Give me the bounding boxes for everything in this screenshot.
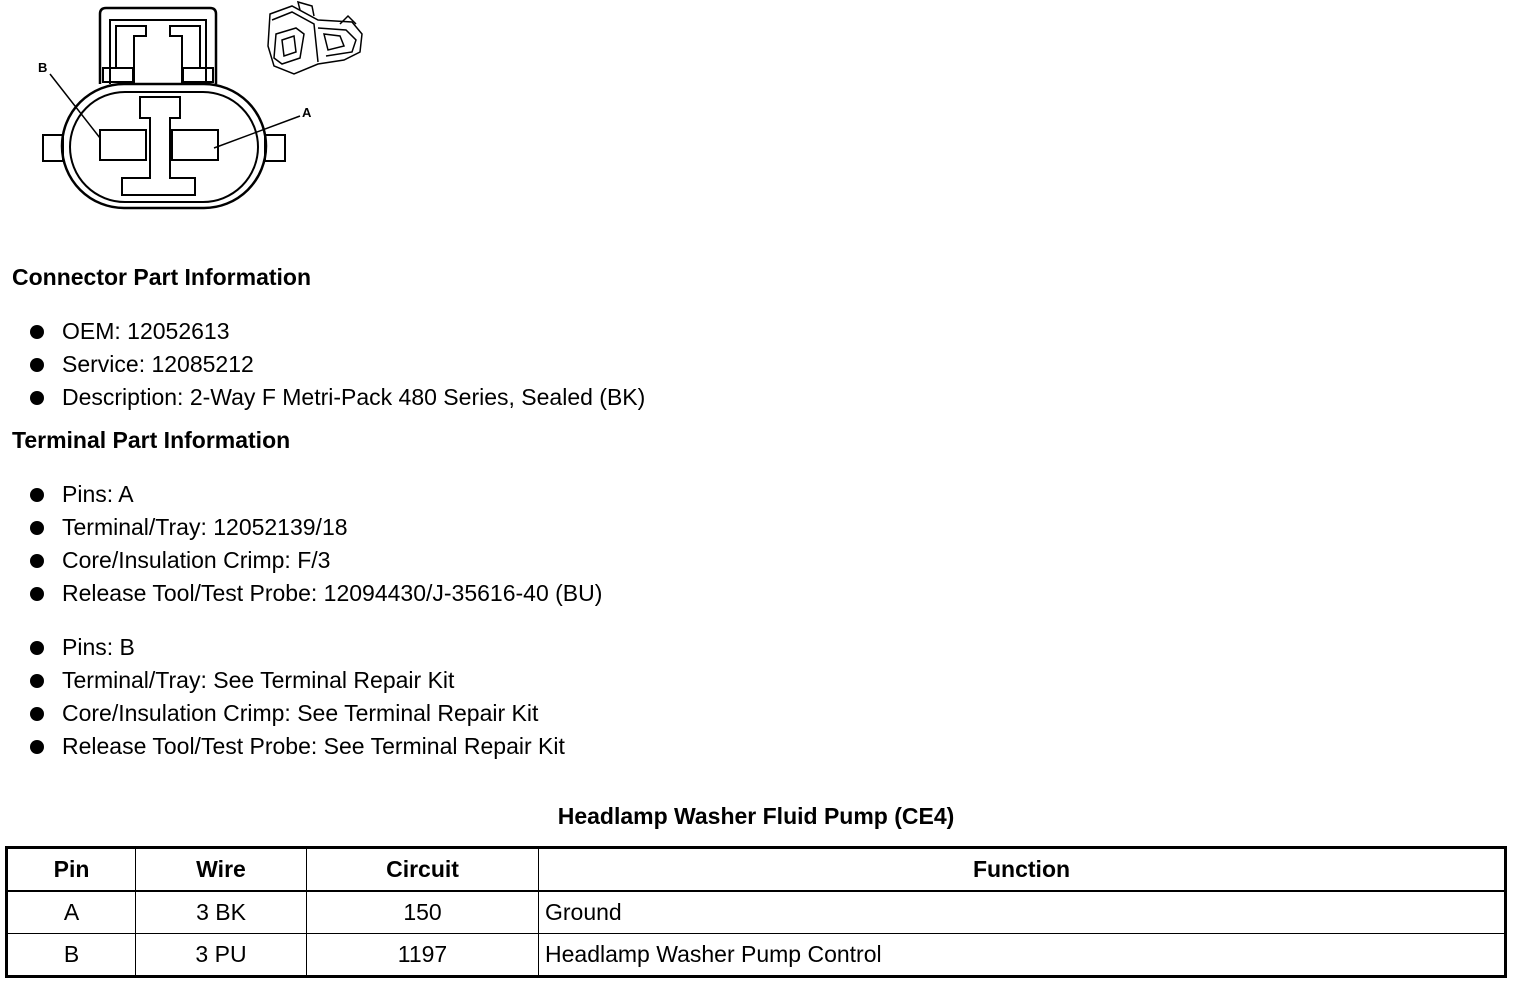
bullet-icon — [30, 358, 44, 372]
terminal-pin-a-list — [26, 478, 602, 610]
list-item: Description: 2-Way F Metri-Pack 480 Series, Sealed (BK) — [26, 381, 645, 414]
terminal-pin-b-list — [26, 631, 565, 763]
cell-wire: 3 BK — [136, 891, 307, 934]
table-header-row — [7, 848, 1506, 892]
bullet-icon — [30, 554, 44, 568]
cell-function: Headlamp Washer Pump Control — [539, 934, 1506, 977]
bullet-icon — [30, 674, 44, 688]
bullet-icon — [30, 641, 44, 655]
cell-pin: B — [7, 934, 136, 977]
pin-table-title: Headlamp Washer Fluid Pump (CE4) — [557, 803, 955, 829]
list-item: Terminal/Tray: See Terminal Repair Kit — [26, 664, 565, 697]
bullet-icon — [30, 587, 44, 601]
cell-circuit: 1197 — [307, 934, 539, 977]
connector-face-illustration — [0, 0, 380, 225]
connector-part-info-heading: Connector Part Information — [12, 264, 312, 290]
cell-pin: A — [7, 891, 136, 934]
column-header-function: Function — [539, 848, 1506, 892]
list-item: OEM: 12052613 — [26, 315, 645, 348]
bullet-icon — [30, 391, 44, 405]
table-row — [7, 934, 1506, 977]
connector-diagram — [0, 0, 380, 225]
pin-table — [5, 846, 1507, 978]
list-item: Core/Insulation Crimp: See Terminal Repair Kit — [26, 697, 565, 730]
list-item: Service: 12085212 — [26, 348, 645, 381]
pin-b-label: B — [38, 60, 48, 75]
list-item: Terminal/Tray: 12052139/18 — [26, 511, 602, 544]
cell-function: Ground — [539, 891, 1506, 934]
bullet-icon — [30, 707, 44, 721]
bullet-icon — [30, 325, 44, 339]
connector-part-info-list — [26, 315, 645, 414]
bullet-icon — [30, 740, 44, 754]
list-item: Core/Insulation Crimp: F/3 — [26, 544, 602, 577]
list-item: Pins: A — [26, 478, 602, 511]
column-header-pin: Pin — [7, 848, 136, 892]
connector-3d-sketch-icon — [268, 2, 362, 74]
bullet-icon — [30, 488, 44, 502]
list-item: Pins: B — [26, 631, 565, 664]
list-item: Release Tool/Test Probe: 12094430/J-35616-40 (BU) — [26, 577, 602, 610]
cell-circuit: 150 — [307, 891, 539, 934]
table-row — [7, 891, 1506, 934]
cell-wire: 3 PU — [136, 934, 307, 977]
list-item: Release Tool/Test Probe: See Terminal Repair Kit — [26, 730, 565, 763]
terminal-part-info-heading: Terminal Part Information — [12, 427, 291, 453]
pin-a-label: A — [302, 105, 312, 120]
column-header-circuit: Circuit — [307, 848, 539, 892]
bullet-icon — [30, 521, 44, 535]
column-header-wire: Wire — [136, 848, 307, 892]
